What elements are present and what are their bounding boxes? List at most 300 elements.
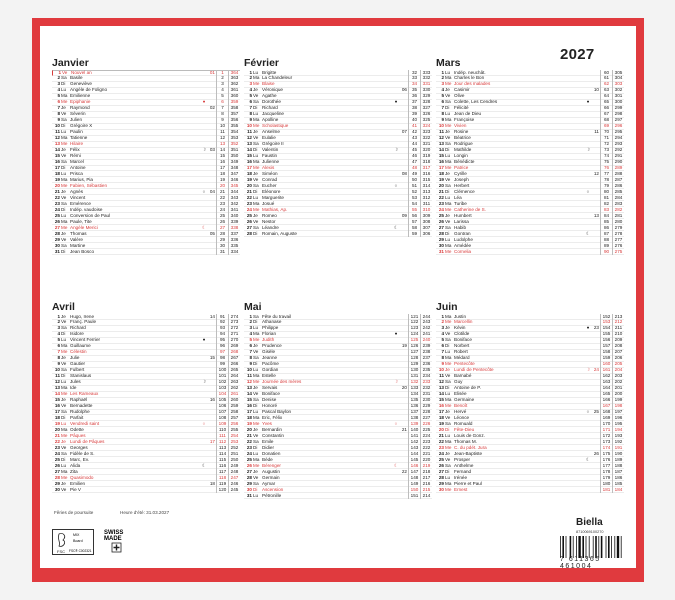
days-remaining: 354 [228,129,240,135]
day-short: Di [445,426,450,432]
year-title: 2027 [560,46,595,63]
days-remaining: 330 [420,87,432,93]
day-short: Je [61,230,66,236]
day-number: 19 [246,420,252,426]
day-short: Lu [445,474,451,480]
day-number: 20 [54,182,60,188]
day-short: Di [61,414,66,420]
day-number: 5 [57,337,60,343]
day-number: 15 [438,153,444,159]
day-short: Je [61,105,66,111]
saint-name: Paule, Tite [70,218,92,224]
day-number: 11 [55,373,60,379]
day-of-year: 18 [216,171,228,177]
saint-name: Eléonore [262,188,281,194]
day-of-year: 30 [216,243,228,249]
day-number: 20 [54,426,60,432]
saint-name: Ide [70,385,77,391]
saint-name: Geneviève [70,81,92,87]
day-short: Lu [253,325,259,331]
day-of-year: 91 [216,314,228,320]
days-remaining: 271 [228,331,240,337]
week-number: 09 [401,212,407,218]
day-of-year: 118 [216,475,228,481]
days-remaining: 357 [228,111,240,117]
saint-name: Gautier [70,361,86,367]
moon-mark: ● [394,99,398,105]
day-number: 10 [54,123,60,129]
day-of-year: 2 [216,75,228,81]
saint-name: Julien [70,117,83,123]
day-row [52,487,240,493]
day-short: Me [445,361,452,367]
day-short: Lu [253,450,259,456]
saint-name: Gordian [262,367,279,373]
saint-name: Angèle Merici [70,224,98,230]
month-name: Mars [436,57,461,69]
days-remaining: 319 [420,153,432,159]
day-number: 26 [54,218,60,224]
day-short: Lu [61,170,67,176]
saint-name: Marius, Pia [70,176,93,182]
month-mars [436,56,624,255]
day-short: Lu [445,194,451,200]
days-remaining: 294 [612,135,624,141]
days-remaining: 203 [612,373,624,379]
days-remaining: 211 [612,325,624,331]
day-short: Je [61,438,66,444]
saint-name: Blaise [262,81,275,87]
day-short: Ma [445,438,452,444]
day-short: Lu [61,87,67,93]
saint-name: Germain [262,474,280,480]
day-short: Me [445,486,452,492]
moon-mark: ☽ [585,367,591,373]
saint-name: Lundi de Pâques [70,438,105,444]
day-number: 4 [249,87,252,93]
days-remaining: 305 [612,70,624,76]
month-mai [244,300,432,499]
day-short: Ma [445,117,452,123]
day-of-year: 76 [600,165,612,171]
day-of-year: 178 [600,469,612,475]
moon-mark: ○ [202,188,206,194]
days-remaining: 265 [228,367,240,373]
day-short: Ve [253,93,259,99]
days-remaining: 363 [228,75,240,81]
day-short: Me [445,206,452,212]
day-short: Lu [445,432,451,438]
day-short: Ma [61,135,68,141]
days-remaining: 295 [612,129,624,135]
day-number: 14 [246,147,252,153]
day-number: 13 [438,385,444,391]
day-short: Je [253,385,258,391]
saint-name: Vendredi saint [70,420,100,426]
day-of-year: 66 [600,105,612,111]
days-remaining: 281 [612,213,624,219]
day-number: 15 [246,153,252,159]
day-number: 3 [57,325,60,331]
days-remaining: 239 [420,343,432,349]
day-number: 2 [57,75,60,81]
day-of-year: 20 [216,183,228,189]
day-number: 20 [246,426,252,432]
day-number: 2 [249,75,252,81]
saint-name: Rodrigue [454,141,473,147]
days-remaining: 274 [228,314,240,320]
saint-name: Rémi [70,153,81,159]
saint-name: Faustin [262,153,278,159]
saint-name: Françoise [454,117,475,123]
day-of-year: 88 [600,237,612,243]
day-short: Sa [253,438,259,444]
day-number: 3 [441,81,444,87]
saint-name: Vivien [454,123,467,129]
day-short: Je [253,170,258,176]
day-number: 14 [54,391,60,397]
saint-name: Véronique [262,87,283,93]
day-short: Me [253,379,260,385]
day-of-year: 112 [216,439,228,445]
day-number: 19 [54,420,60,426]
days-remaining: 263 [228,379,240,385]
saint-name: Basile [70,75,83,81]
day-of-year: 24 [216,207,228,213]
day-short: Di [253,230,258,236]
day-number: 5 [249,93,252,99]
saint-name: Boniface [262,391,280,397]
day-of-year: 96 [216,343,228,349]
saint-name: Eric, Félix [262,414,283,420]
day-short: Sa [253,313,259,319]
day-short: Sa [445,99,451,105]
day-of-year: 8 [216,111,228,117]
saint-name: Denise [262,397,277,403]
days-remaining: 316 [420,171,432,177]
day-of-year: 89 [600,243,612,249]
day-number: 20 [438,426,444,432]
saint-name: Emilien [70,480,86,486]
days-remaining: 231 [420,391,432,397]
day-short: Lu [61,337,67,343]
day-number: 23 [246,444,252,450]
days-remaining: 193 [612,433,624,439]
day-number: 17 [438,409,444,414]
saint-name: Jules [70,379,81,385]
day-of-year: 61 [600,75,612,81]
day-number: 27 [438,224,444,230]
day-number: 28 [246,474,252,480]
day-of-year: 39 [408,111,420,117]
day-of-year: 174 [600,445,612,451]
day-short: Di [61,165,66,170]
day-number: 1 [57,313,60,319]
days-remaining: 344 [228,189,240,195]
days-remaining: 247 [228,475,240,481]
day-of-year: 54 [408,201,420,207]
days-remaining: 266 [228,361,240,367]
days-remaining: 261 [228,391,240,397]
day-short: Ma [253,456,260,462]
day-of-year: 170 [600,421,612,427]
day-of-year: 153 [600,319,612,325]
day-short: Di [445,385,450,391]
days-remaining: 361 [228,87,240,93]
day-short: Lu [61,420,67,426]
days-remaining: 285 [612,189,624,195]
day-of-year: 57 [408,219,420,225]
day-short: Je [253,343,258,349]
saint-name: Séverin [70,111,86,117]
day-of-year: 50 [408,177,420,183]
day-number: 23 [54,200,60,206]
day-of-year: 21 [216,189,228,195]
day-of-year: 52 [408,189,420,195]
saint-name: Constantin [262,432,284,438]
days-remaining: 246 [228,481,240,487]
days-remaining: 301 [612,93,624,99]
day-number: 3 [441,325,444,331]
day-short: Sa [445,337,451,343]
saint-name: Médard [454,355,470,361]
day-number: 17 [54,165,60,170]
saint-name: Jacqueline [262,111,284,117]
saint-name: Scholastique [262,123,289,129]
day-short: Ve [253,135,259,141]
day-number: 11 [247,373,252,379]
day-short: Sa [61,117,67,123]
day-short: Je [253,129,258,135]
days-remaining: 352 [228,141,240,147]
days-remaining: 190 [612,451,624,457]
day-number: 18 [246,170,252,176]
day-number: 1 [249,69,252,75]
day-of-year: 87 [600,231,612,237]
day-short: Me [61,349,68,355]
moon-mark: ☾ [201,462,207,468]
day-short: Me [445,165,452,170]
day-number: 21 [54,188,60,194]
saint-name: Philippe [262,325,279,331]
saint-name: Josué [262,200,275,206]
moon-mark: ○ [586,409,590,414]
day-number: 8 [57,355,60,361]
moon-mark: ○ [586,188,590,194]
day-short: Sa [61,367,67,373]
day-of-year: 102 [216,379,228,385]
day-short: Sa [445,379,451,385]
day-short: Je [61,147,66,153]
days-remaining: 315 [420,177,432,183]
week-number: 17 [209,438,215,444]
saint-name: Fête-Dieu [454,426,475,432]
saint-name: Lundi de Pentecôte [454,367,494,373]
article-number: 8710069100270 [576,530,604,534]
day-short: Me [61,391,68,397]
day-of-year: 93 [216,325,228,331]
day-short: Me [445,248,452,254]
day-of-year: 45 [408,147,420,153]
day-short: Lu [445,153,451,159]
day-row [52,249,240,255]
day-of-year: 85 [600,219,612,225]
saint-name: Fulbert [70,367,85,373]
day-of-year: 68 [600,117,612,123]
day-number: 21 [438,432,444,438]
days-remaining: 241 [420,331,432,337]
saint-name: Norbert [454,343,470,349]
day-short: Lu [445,391,451,397]
day-of-year: 143 [408,445,420,451]
day-number: 8 [249,111,252,117]
day-number: 9 [249,361,252,367]
day-short: Ma [61,385,68,391]
days-remaining: 270 [228,337,240,343]
day-number: 27 [438,468,444,474]
saint-name: Angèle de Foligno [70,87,108,93]
saint-name: Georges [70,444,88,450]
days-remaining: 227 [420,415,432,421]
moon-mark: ☾ [585,230,591,236]
day-number: 18 [54,414,60,420]
day-of-year: 116 [216,463,228,469]
day-of-year: 164 [600,385,612,391]
day-short: Lu [253,111,259,117]
days-remaining: 184 [612,487,624,493]
saint-name: Fidèle de S. [70,450,95,456]
saint-name: Ernest [454,486,468,492]
day-number: 5 [441,93,444,99]
day-short: Ve [445,373,451,379]
day-short: Ve [61,194,67,200]
week-number: 26 [593,450,599,456]
day-short: Je [445,450,450,456]
week-number: 01 [209,70,215,75]
day-of-year: 94 [216,331,228,337]
saint-name: Marcellin [454,319,473,325]
day-number: 28 [438,474,444,480]
days-remaining: 209 [612,337,624,343]
day-number: 21 [246,188,252,194]
day-number: 25 [438,212,444,218]
days-remaining: 185 [612,481,624,487]
day-of-year: 32 [408,70,420,76]
day-short: Ve [253,391,259,397]
day-number: 2 [57,319,60,325]
day-number: 19 [54,176,60,182]
days-remaining: 222 [420,445,432,451]
days-remaining: 287 [612,177,624,183]
day-short: Lu [61,379,67,385]
saint-name: C. du pdét. Jura [454,444,487,450]
day-short: Ve [61,444,67,450]
day-number: 9 [441,117,444,123]
week-number: 24 [593,367,599,373]
saint-name: Raphaël [70,397,88,403]
saint-name: Anthelme [454,462,474,468]
saint-name: Donatien [262,450,281,456]
day-number: 4 [57,87,60,93]
saint-name: Indép. neuchât. [454,69,486,75]
day-of-year: 86 [600,225,612,231]
days-remaining: 280 [612,219,624,225]
days-remaining: 254 [228,433,240,439]
day-short: Ma [445,355,452,361]
day-of-year: 9 [216,117,228,123]
saint-name: Julie [70,355,80,361]
day-number: 3 [249,81,252,87]
day-number: 9 [249,117,252,123]
days-remaining: 238 [420,349,432,355]
saint-name: Vincent Ferrier [70,337,101,343]
day-of-year: 3 [216,81,228,87]
days-remaining: 212 [612,319,624,325]
day-short: Me [253,337,260,343]
day-short: Ve [253,474,259,480]
day-of-year: 25 [216,213,228,219]
day-short: Me [445,81,452,87]
day-short: Ve [61,236,67,242]
days-remaining: 323 [420,129,432,135]
day-of-year: 159 [600,355,612,361]
day-short: Sa [445,224,451,230]
days-remaining: 205 [612,361,624,367]
saint-name: Boniface [454,337,472,343]
day-of-year: 64 [600,93,612,99]
saint-name: Odette [70,426,84,432]
saint-name: Romuald [454,420,473,426]
day-number: 13 [438,141,444,147]
days-remaining: 284 [612,195,624,201]
day-of-year: 138 [408,415,420,421]
day-short: Ve [62,70,68,75]
days-remaining: 210 [612,331,624,337]
day-of-year: 171 [600,427,612,433]
day-of-year: 129 [408,361,420,367]
days-remaining: 328 [420,99,432,105]
day-number: 8 [441,355,444,361]
day-number: 15 [54,397,60,403]
saint-name: Marc, Ev. [70,456,90,462]
day-of-year: 16 [216,159,228,165]
day-short: Di [445,468,450,474]
day-number: 16 [438,159,444,165]
saint-name: Humbert [454,212,472,218]
day-short: Lu [253,367,259,373]
day-number: 28 [54,230,60,236]
saint-name: Olive [454,93,465,99]
day-number: 7 [441,105,444,111]
day-number: 22 [54,194,60,200]
day-number: 8 [249,355,252,361]
days-remaining: 214 [420,493,432,499]
day-number: 7 [249,105,252,111]
saint-name: Rudolphe [70,409,90,414]
days-remaining: 331 [420,81,432,87]
saint-name: Guy [454,379,463,385]
day-number: 17 [438,165,444,170]
day-short: Me [253,123,260,129]
days-remaining: 300 [612,99,624,105]
day-short: Me [61,182,68,188]
day-short: Sa [445,462,451,468]
day-number: 15 [54,153,60,159]
day-number: 1 [249,313,252,319]
day-number: 22 [246,194,252,200]
moon-mark: ● [202,337,206,343]
days-remaining: 225 [420,427,432,433]
